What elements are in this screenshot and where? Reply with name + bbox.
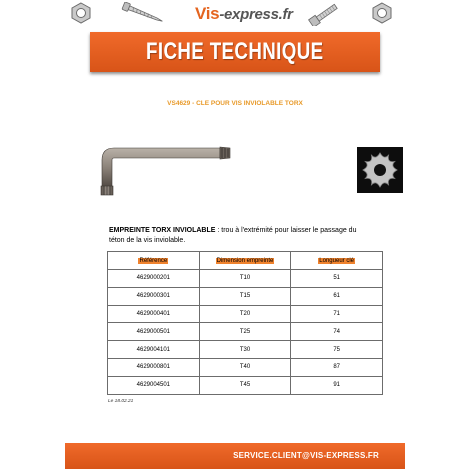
service-email-link[interactable]: SERVICE.CLIENT@VIS-EXPRESS.FR [233, 451, 379, 460]
cell-dimension: T10 [199, 270, 291, 288]
footer-bar [65, 443, 405, 469]
header-length-label: Longueur clé [319, 257, 354, 264]
cell-dimension: T15 [199, 287, 291, 305]
cell-length: 91 [291, 376, 383, 394]
screw-icon [118, 2, 166, 24]
banner-title: FICHE TECHNIQUE [146, 38, 324, 65]
title-banner [90, 32, 380, 72]
table-row [108, 358, 383, 376]
cell-reference: 4629000501 [108, 323, 200, 341]
cell-dimension: T30 [199, 341, 291, 359]
header-reference-label: Référence [139, 257, 168, 264]
table-row [108, 270, 383, 288]
cell-reference: 4629000401 [108, 305, 200, 323]
table-row [108, 305, 383, 323]
cell-reference: 4629004101 [108, 341, 200, 359]
cell-dimension: T40 [199, 358, 291, 376]
torx-profile-image [357, 147, 403, 193]
cell-reference: 4629000301 [108, 287, 200, 305]
description-bold: EMPREINTE TORX INVIOLABLE [109, 227, 216, 234]
torx-key-image [80, 138, 240, 198]
cell-reference: 4629000201 [108, 270, 200, 288]
description-rest: : trou à l'extrémité pour laisser le passage du téton de la vis inviolable. [109, 227, 357, 244]
cell-length: 61 [291, 287, 383, 305]
document-date: Le 18.02.21 [108, 399, 134, 404]
cell-length: 51 [291, 270, 383, 288]
logo-domain: -express.fr [219, 6, 293, 23]
header-length [291, 252, 383, 270]
site-logo[interactable] [195, 4, 293, 24]
table-row [108, 323, 383, 341]
header-dimension [199, 252, 291, 270]
cell-length: 75 [291, 341, 383, 359]
spec-table [107, 251, 383, 395]
table-header-row [108, 252, 383, 270]
hex-nut-icon [371, 2, 393, 24]
cell-length: 74 [291, 323, 383, 341]
cell-dimension: T20 [199, 305, 291, 323]
logo-brand: Vis [195, 4, 220, 23]
product-description [109, 226, 371, 245]
cell-reference: 4629004501 [108, 376, 200, 394]
table-row [108, 287, 383, 305]
cell-length: 71 [291, 305, 383, 323]
hex-nut-icon [70, 2, 92, 24]
table-row [108, 376, 383, 394]
header-reference [108, 252, 200, 270]
table-row [108, 341, 383, 359]
bolt-icon [306, 2, 342, 26]
header-dimension-label: Dimension empreinte [216, 257, 274, 264]
cell-dimension: T25 [199, 323, 291, 341]
cell-reference: 4629000801 [108, 358, 200, 376]
cell-dimension: T45 [199, 376, 291, 394]
cell-length: 87 [291, 358, 383, 376]
product-title: VS4629 - CLE POUR VIS INVIOLABLE TORX [167, 100, 303, 107]
